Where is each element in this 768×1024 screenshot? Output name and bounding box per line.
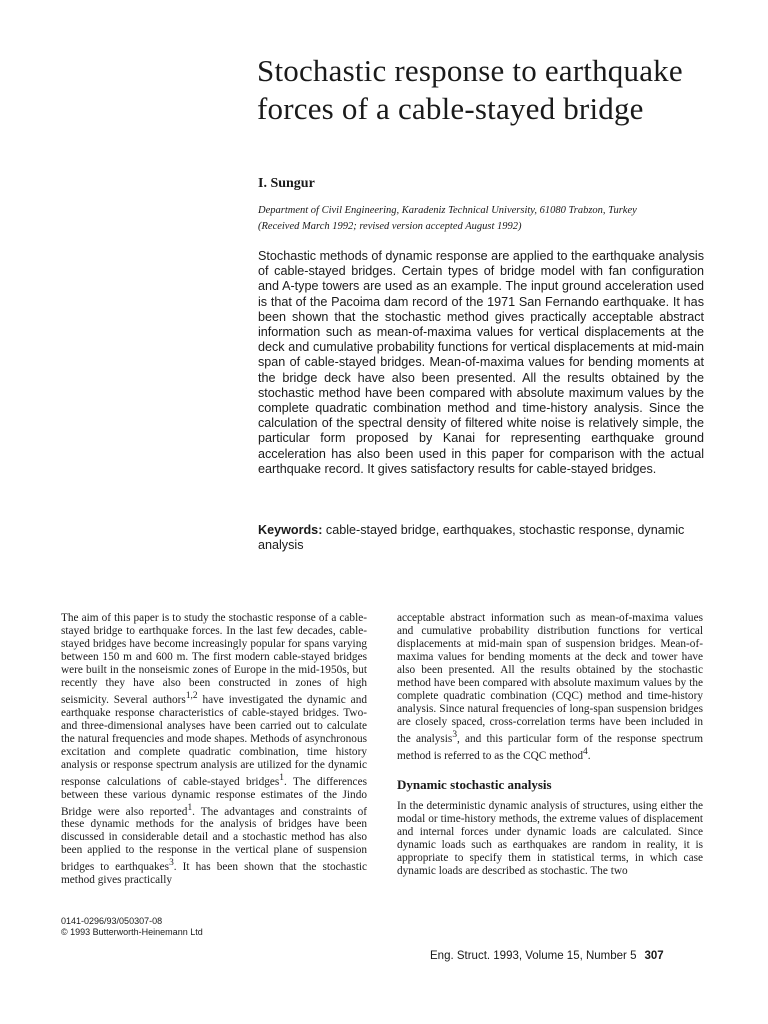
text-run: . It has been shown that the stochastic method gives practically: [61, 861, 368, 887]
citation: 1: [279, 772, 284, 783]
journal-citation: Eng. Struct. 1993, Volume 15, Number 5: [430, 950, 637, 962]
keywords: [258, 523, 704, 553]
issn-code: 0141-0296/93/050307-08: [61, 916, 163, 926]
intro-paragraph: [61, 612, 367, 887]
body-right-column: [397, 612, 703, 878]
citation: 3: [452, 730, 458, 740]
copyright-block: [61, 916, 361, 938]
intro-continued-paragraph: [397, 612, 703, 763]
affiliation-block: [258, 203, 718, 235]
section-paragraph: In the deterministic dynamic analysis of structures, using either the modal or time-history methods, the extreme values of displacement and internal forces under dynamic loads are calculated. Since dynamic loads such as earthquakes are random in reality, it is appropriate to specify them in statistical terms, in which case dynamic loads are described as stochastic. The two: [397, 799, 703, 877]
page-number: 307: [644, 950, 664, 962]
citation: 4: [583, 746, 588, 757]
text-run: , and this particular form of the response spectrum method is referred to as the CQC method: [397, 732, 703, 762]
received-date: (Received March 1992; revised version accepted August 1992): [258, 221, 522, 232]
text-run: have investigated the dynamic and earthquake response characteristics of cable-stayed bridges. Two- and three-dimensional analyses have been carried out to calculate the natural frequencies and mode shapes. Methods of asynchronous excitation and complete quadratic combination, time history analysis or response spectrum analysis are utilized for the dynamic response calculations of cable-stayed bridges: [61, 693, 367, 788]
keywords-text: cable-stayed bridge, earthquakes, stochastic response, dynamic analysis: [258, 523, 685, 553]
page-footer: [430, 950, 705, 962]
citation: 1: [187, 802, 193, 813]
citation: 3: [169, 858, 174, 869]
text-run: acceptable abstract information such as mean-of-maxima values and cumulative probability distribution functions for vertical displacements at mid-main span of suspension bridges. Mean-of-maxima values for bending moments at the deck and tower have also been presented. All the results obtained by the stochastic method have been compared with absolute maximum values by the complete quadratic combination (CQC) method and time-history analysis. Since natural frequencies of long-span suspension bridges are closely spaced, cross-correlation terms have been included in the analysis: [397, 612, 703, 745]
body-left-column: [61, 612, 367, 887]
copyright-notice: © 1993 Butterworth-Heinemann Ltd: [61, 927, 203, 937]
author-name: I. Sungur: [258, 176, 315, 191]
text-run: The aim of this paper is to study the stochastic response of a cable-stayed bridge to earthquake forces. In the last few decades, cable-stayed bridges have become increasingly popular for spans varying between 150 m and 600 m. The first modern cable-stayed bridges were built in the nonseismic zones of Europe in the mid-1950s, but recently they have also been constructed in zones of high seismicity. Several authors: [61, 612, 367, 706]
text-run: .: [587, 749, 591, 762]
affiliation: Department of Civil Engineering, Karadeniz Technical University, 61080 Trabzon, Turkey: [258, 205, 637, 216]
text-run: . The advantages and constraints of these dynamic methods for the analysis of bridges have been discussed in considerable detail and a stochastic method has also been applied to the response in the vertical plane of suspension bridges to earthquakes: [61, 805, 367, 874]
text-run: . The differences between these various dynamic response estimates of the Jindo Bridge were also reported: [61, 775, 367, 818]
paper-title: Stochastic response to earthquake forces of a cable-stayed bridge: [257, 53, 683, 126]
section-heading: Dynamic stochastic analysis: [397, 776, 552, 792]
keywords-label: Keywords:: [258, 523, 323, 537]
abstract: Stochastic methods of dynamic response are applied to the earthquake analysis of cable-stayed bridges. Certain types of bridge model with fan configuration and A-type towers are used as an example. The input ground acceleration used is that of the Pacoima dam record of the 1971 San Fernando earthquake. It has been shown that the stochastic method gives practically acceptable abstract information such as mean-of-maxima values for vertical displacements at the deck and cumulative probability functions for vertical displacements at mid-main span of cable-stayed bridges. Mean-of-maxima values for bending moments at the bridge deck have also been presented. All the results obtained by the stochastic method have been compared with absolute maximum values by the complete quadratic combination method and time-history analysis. Since the calculation of the spectral density of filtered white noise is relatively simple, the particular form proposed by Kanai for representing earthquake ground acceleration has also been used in this paper for comparison with the actual earthquake record. It gives satisfactory results for cable-stayed bridges.: [258, 249, 704, 476]
citation: 1,2: [185, 691, 198, 701]
